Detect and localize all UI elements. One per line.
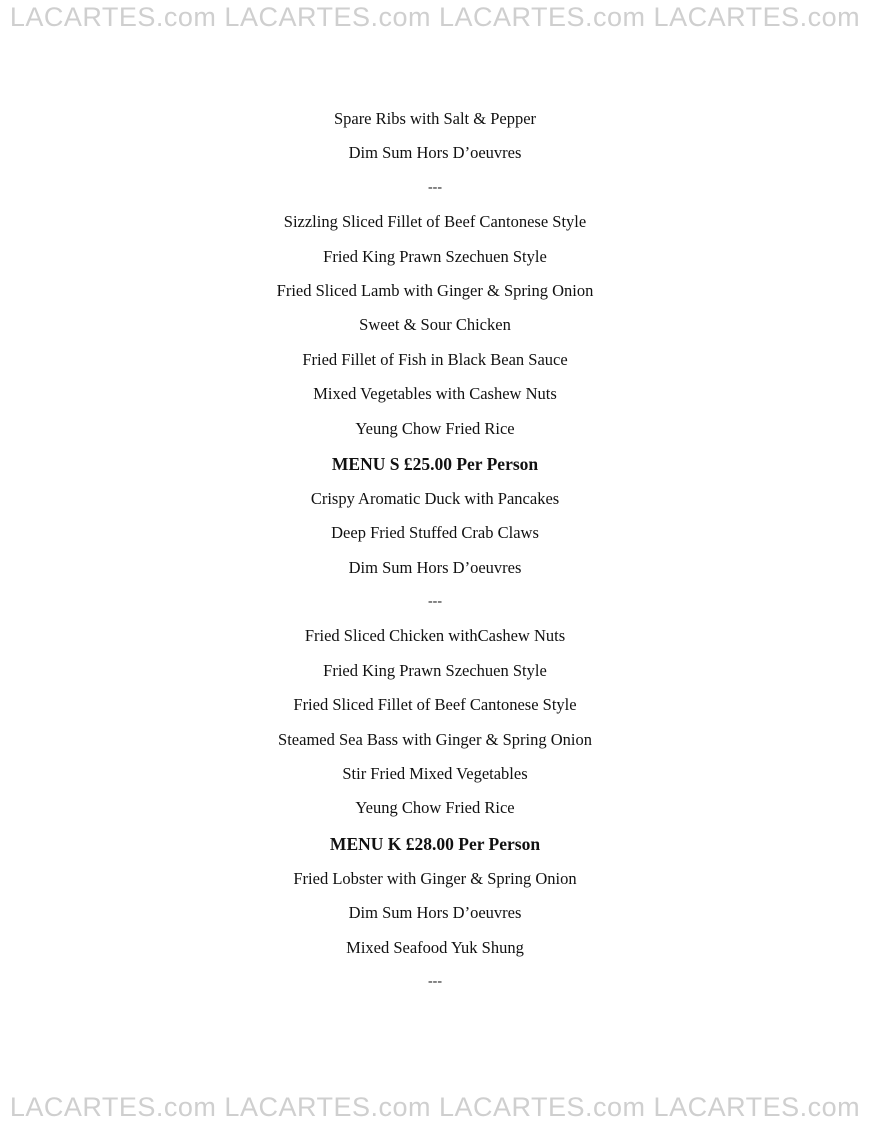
menu-list: [0, 102, 870, 999]
menu-item: Dim Sum Hors D’oeuvres: [348, 557, 522, 577]
menu-item: Fried Sliced Fillet of Beef Cantonese Style: [293, 695, 577, 715]
menu-k-heading: MENU K £28.00 Per Person: [329, 833, 541, 854]
menu-item: Fried King Prawn Szechuen Style: [323, 246, 547, 266]
menu-item: Spare Ribs with Salt & Pepper: [333, 109, 537, 128]
menu-item: Dim Sum Hors D’oeuvres: [348, 143, 522, 163]
menu-item: Sweet & Sour Chicken: [359, 315, 511, 335]
menu-s-heading: MENU S £25.00 Per Person: [331, 453, 539, 474]
menu-item: Fried Sliced Chicken withCashew Nuts: [304, 626, 566, 646]
menu-item: Fried Lobster with Ginger & Spring Onion: [293, 868, 577, 888]
watermark-bottom: LACARTES.com LACARTES.com LACARTES.com LACARTES.com: [9, 1092, 861, 1122]
separator: ---: [428, 179, 442, 195]
menu-item: Steamed Sea Bass with Ginger & Spring Onion: [278, 729, 592, 749]
menu-item: Fried Sliced Lamb with Ginger & Spring Onion: [276, 280, 594, 300]
menu-item: Fried Fillet of Fish in Black Bean Sauce: [302, 349, 568, 369]
separator: ---: [428, 594, 442, 610]
menu-item: Sizzling Sliced Fillet of Beef Cantonese Style: [283, 212, 587, 232]
menu-item: Fried King Prawn Szechuen Style: [323, 660, 547, 680]
menu-item: Mixed Seafood Yuk Shung: [346, 937, 524, 957]
menu-item: Crispy Aromatic Duck with Pancakes: [310, 488, 560, 508]
separator: ---: [428, 973, 442, 989]
menu-item: Yeung Chow Fried Rice: [355, 418, 515, 438]
menu-item: Stir Fried Mixed Vegetables: [342, 764, 528, 784]
menu-item: Mixed Vegetables with Cashew Nuts: [313, 384, 557, 404]
menu-item: Yeung Chow Fried Rice: [355, 798, 515, 818]
watermark-top: LACARTES.com LACARTES.com LACARTES.com LACARTES.com: [9, 2, 861, 32]
menu-item: Dim Sum Hors D’oeuvres: [348, 903, 522, 923]
menu-item: Deep Fried Stuffed Crab Claws: [331, 523, 539, 543]
